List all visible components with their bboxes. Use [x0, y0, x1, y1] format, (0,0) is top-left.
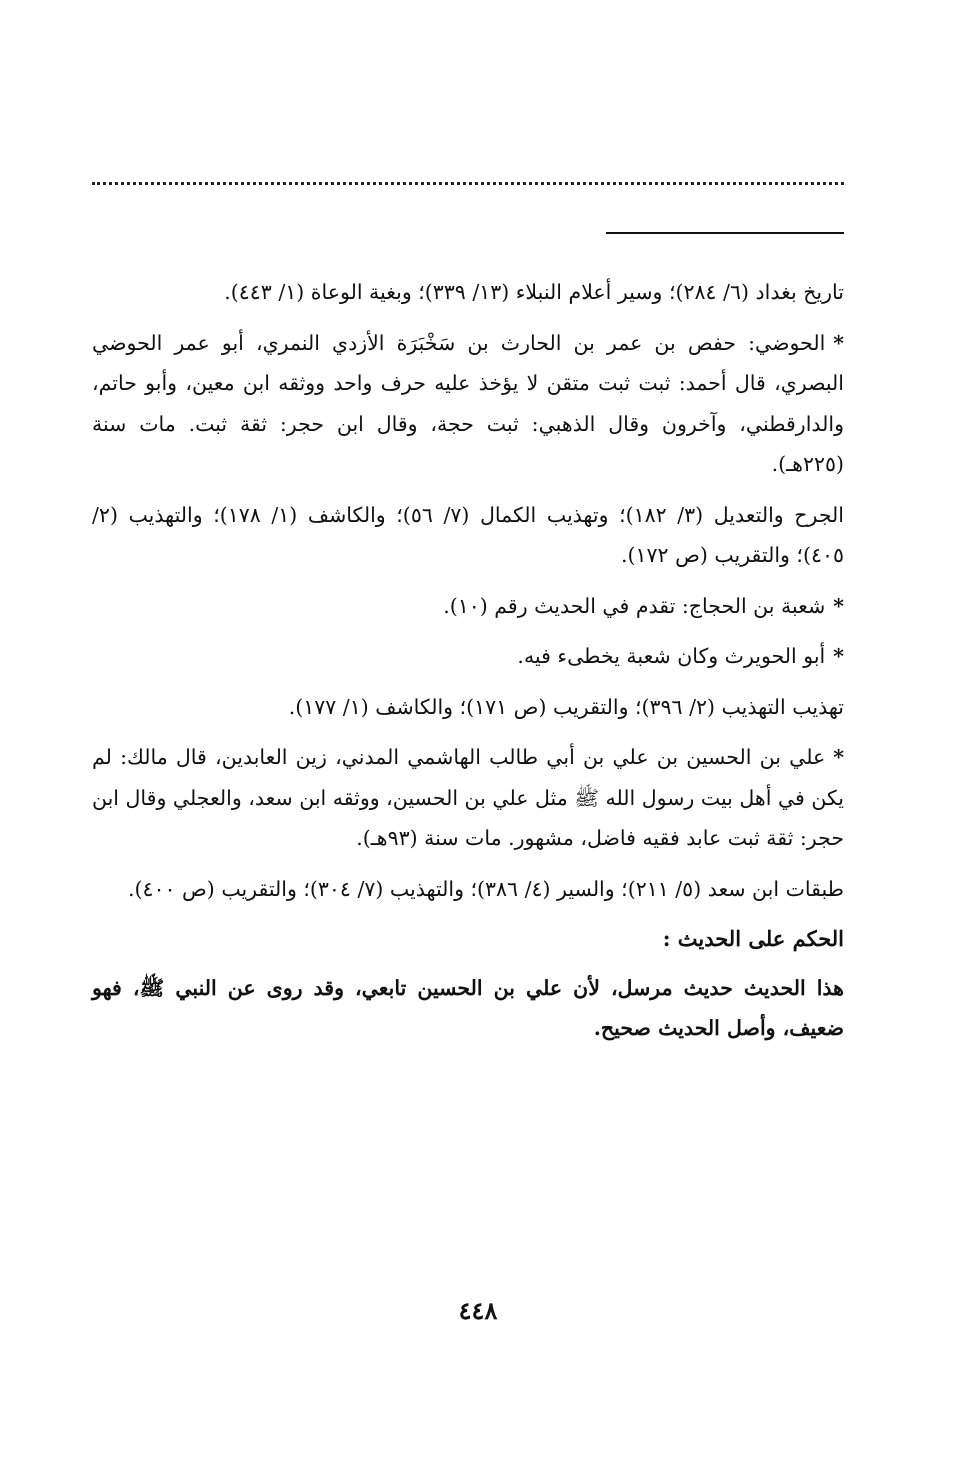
asterisk-icon: * — [833, 593, 844, 618]
dotted-separator — [92, 182, 844, 185]
biography-paragraph — [92, 323, 844, 485]
biography-text: أبو الحويرث وكان شعبة يخطىء فيه. — [517, 644, 826, 668]
page-number: ٤٤٨ — [458, 1296, 498, 1325]
biography-paragraph — [92, 586, 844, 627]
footnote-rule — [606, 232, 844, 234]
reference-text: تهذيب التهذيب (٢/ ٣٩٦)؛ والتقريب (ص ١٧١)؛ والكاشف (١/ ١٧٧). — [288, 694, 844, 719]
biography-text: الحوضي: حفص بن عمر بن الحارث بن سَخْبَرَة الأزدي النمري، أبو عمر الحوضي البصري، قال أحمد: ثبت ثبت متقن لا يؤخذ عليه حرف واحد ووثقه ابن معين، وأبو حاتم، والدارقطني، وآخرون وقال الذهبي: ثبت حجة، وقال ابن حجر: ثقة ثبت. مات سنة (٢٢٥هـ). — [92, 330, 844, 476]
asterisk-icon: * — [833, 745, 844, 769]
reference-paragraph — [92, 495, 844, 576]
reference-text: تاريخ بغداد (٦/ ٢٨٤)؛ وسير أعلام النبلاء (١٣/ ٣٣٩)؛ وبغية الوعاة (١/ ٤٤٣). — [224, 280, 844, 304]
reference-text: الجرح والتعديل (٣/ ١٨٢)؛ وتهذيب الكمال (٧/ ٥٦)؛ والكاشف (١/ ١٧٨)؛ والتهذيب (٢/ ٤٠٥)؛ والتقريب (ص ١٧٢). — [92, 502, 844, 567]
reference-paragraph — [92, 272, 844, 313]
biography-text: علي بن الحسين بن علي بن أبي طالب الهاشمي المدني، زين العابدين، قال مالك: لم يكن في أهل بيت رسول الله ﷺ مثل علي بن الحسين، ووثقه ابن سعد، والعجلي وقال ابن حجر: ثقة ثبت عابد فقيه فاضل، مشهور. مات سنة (٩٣هـ). — [92, 745, 844, 850]
ruling-text: هذا الحديث حديث مرسل، لأن علي بن الحسين تابعي، وقد روى عن النبي ﷺ، فهو ضعيف، وأصل الحديث صحيح. — [92, 975, 844, 1040]
reference-text: طبقات ابن سعد (٥/ ٢١١)؛ والسير (٤/ ٣٨٦)؛ والتهذيب (٧/ ٣٠٤)؛ والتقريب (ص ٤٠٠). — [127, 876, 844, 901]
biography-paragraph — [92, 636, 844, 677]
biography-paragraph — [92, 737, 844, 859]
asterisk-icon: * — [833, 644, 844, 668]
reference-paragraph — [92, 687, 844, 728]
ruling-heading: الحكم على الحديث : — [662, 926, 844, 951]
asterisk-icon: * — [833, 330, 844, 355]
page-body — [92, 272, 844, 1059]
reference-paragraph — [92, 869, 844, 910]
biography-text: شعبة بن الحجاج: تقدم في الحديث رقم (١٠). — [443, 593, 826, 618]
